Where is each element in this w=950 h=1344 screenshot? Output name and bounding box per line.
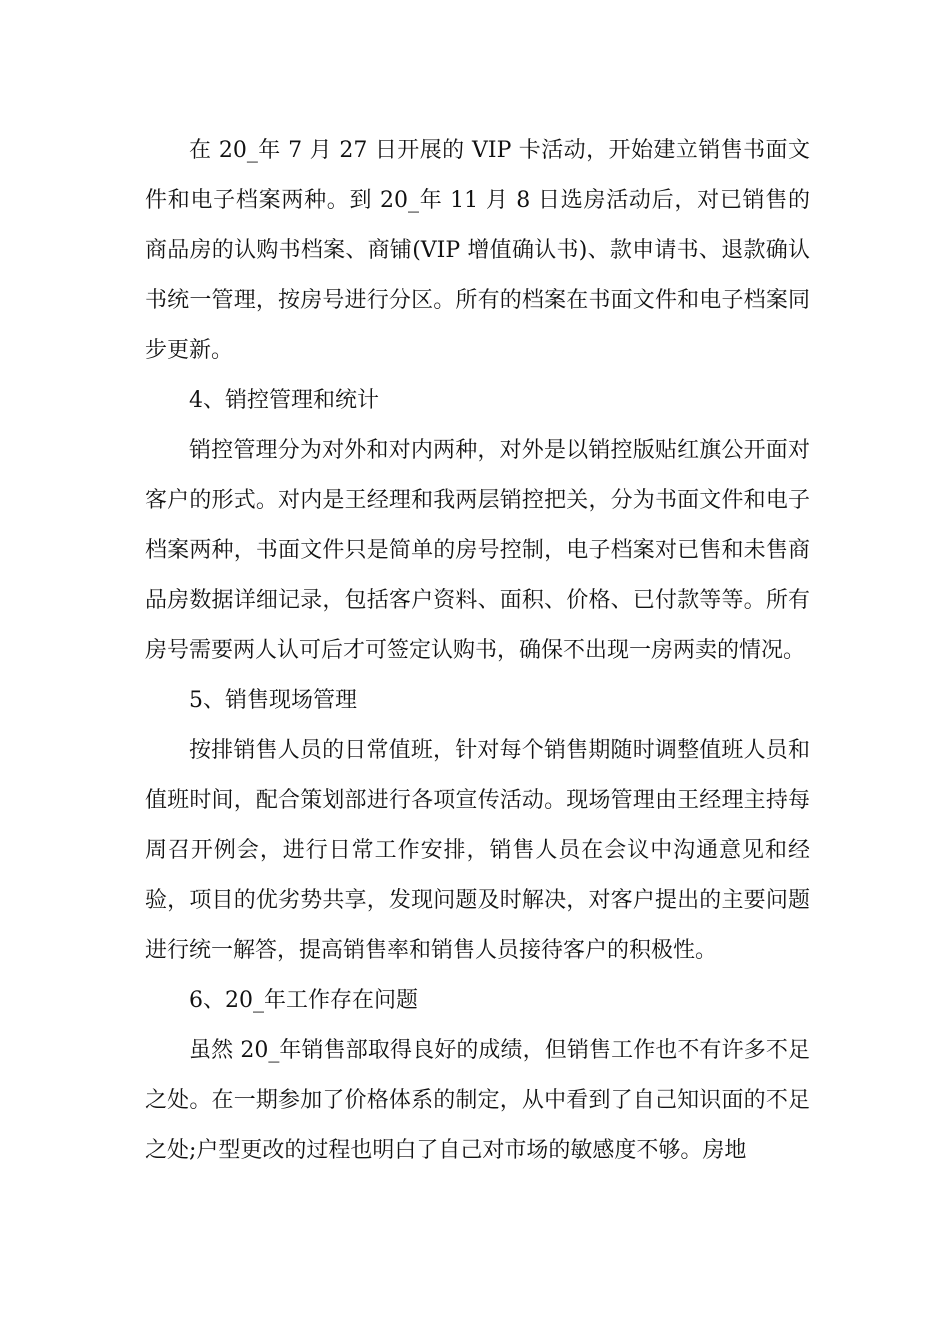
paragraph-onsite-management: 按排销售人员的日常值班，针对每个销售期随时调整值班人员和值班时间，配合策划部进行各项宣传活动。现场管理由王经理主持每周召开例会，进行日常工作安排，销售人员在会议中沟通意见和经验，项目的优劣势共享，发现问题及时解决，对客户提出的主要问题进行统一解答，提高销售率和销售人员接待客户的积极性。 [145, 738, 810, 963]
paragraph-archive-management: 在 20_年 7 月 27 日开展的 VIP 卡活动，开始建立销售书面文件和电子档案两种。到 20_年 11 月 8 日选房活动后，对已销售的商品房的认购书档案、商铺(VIP 增值确认书)、款申请书、退款确认书统一管理，按房号进行分区。所有的档案在书面文件和电子档案同步更新。 [145, 138, 810, 363]
section-heading-onsite-management: 5、销售现场管理 [189, 688, 357, 713]
section-heading-work-problems: 6、20_年工作存在问题 [189, 988, 418, 1013]
paragraph-sales-control: 销控管理分为对外和对内两种，对外是以销控版贴红旗公开面对客户的形式。对内是王经理和我两层销控把关，分为书面文件和电子档案两种，书面文件只是简单的房号控制，电子档案对已售和未售商品房数据详细记录，包括客户资料、面积、价格、已付款等等。所有房号需要两人认可后才可签定认购书，确保不出现一房两卖的情况。 [145, 438, 810, 663]
paragraph-work-problems: 虽然 20_年销售部取得良好的成绩，但销售工作也不有许多不足之处。在一期参加了价格体系的制定，从中看到了自己知识面的不足之处;户型更改的过程也明白了自己对市场的敏感度不够。房地 [145, 1038, 810, 1163]
document-body [145, 126, 810, 1176]
section-heading-sales-control: 4、销控管理和统计 [189, 388, 379, 413]
